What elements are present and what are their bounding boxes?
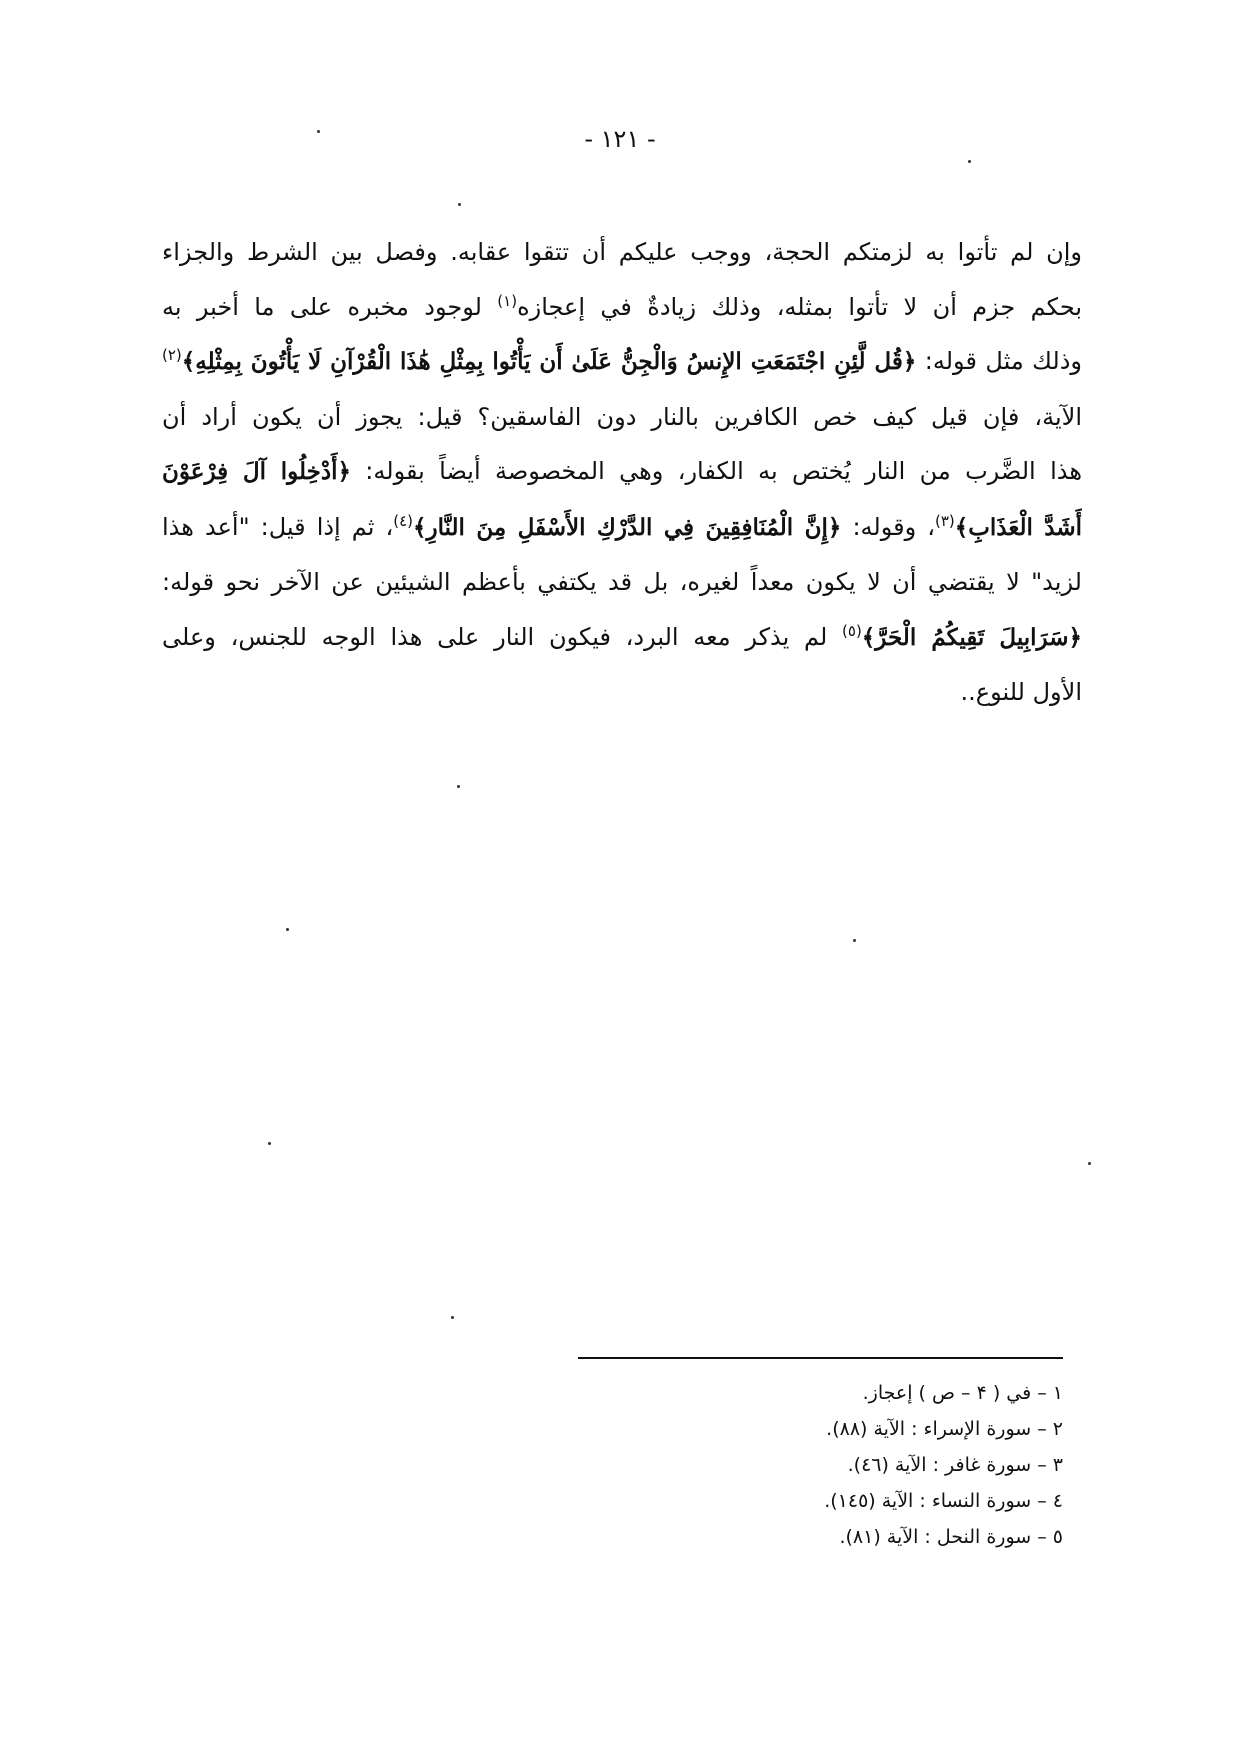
- footnote-item: ١ – في ( ۴ – ص ) إعجاز.: [862, 1382, 1063, 1404]
- footnote-item: ٥ – سورة النحل : الآية (٨١).: [839, 1526, 1063, 1548]
- quran-verse: ﴿قُل لَّئِنِ اجْتَمَعَتِ الإِنسُ وَالْجِنُّ عَلَىٰ أَن يَأْتُوا بِمِثْلِ هَٰذَا الْقُرْآنِ لَا يَأْتُونَ بِمِثْلِهِ﴾: [181, 348, 917, 375]
- text-line: [162, 334, 1082, 390]
- text-segment: الآية، فإن قيل كيف خص الكافرين بالنار دون الفاسقين؟ قيل: يجوز أن يكون أراد أن: [162, 402, 1082, 431]
- text-segment: لم يذكر معه البرد، فيكون النار على هذا الوجه للجنس، وعلى: [162, 622, 843, 651]
- footnote-item: ٣ – سورة غافر : الآية (٤٦).: [847, 1454, 1063, 1476]
- footnote-reference: (٣): [934, 511, 955, 530]
- text-segment: لوجود مخبره على ما أخبر به: [162, 292, 498, 321]
- text-line: [162, 500, 1082, 556]
- text-segment: وذلك مثل قوله:: [916, 347, 1082, 375]
- footnote-item: ٢ – سورة الإسراء : الآية (٨٨).: [826, 1418, 1063, 1440]
- footnote-reference: (٤): [393, 511, 414, 530]
- footnote-separator: [578, 1357, 1063, 1359]
- scan-speck: [451, 1316, 454, 1319]
- text-line: [162, 280, 1082, 335]
- text-segment: ، وقوله:: [841, 512, 935, 541]
- text-line: [162, 665, 1082, 720]
- text-line: [162, 444, 1082, 500]
- text-segment: ، ثم إذا قيل: "أعد هذا: [162, 512, 394, 541]
- text-segment: بحكم جزم أن لا تأتوا بمثله، وذلك زيادةٌ في إعجازه: [517, 292, 1082, 321]
- scan-speck: [268, 1142, 271, 1145]
- main-text: [162, 225, 1082, 720]
- footnotes: [578, 1375, 1063, 1555]
- text-line: [162, 225, 1082, 280]
- scan-speck: [968, 160, 971, 163]
- text-line: [162, 555, 1082, 610]
- text-segment: الأول للنوع..: [960, 678, 1082, 706]
- quran-verse: ﴿أَدْخِلُوا آلَ فِرْعَوْنَ: [162, 458, 351, 485]
- footnote-reference: (١): [497, 291, 518, 310]
- quran-verse: ﴿إِنَّ الْمُنَافِقِينَ فِي الدَّرْكِ الأَسْفَلِ مِنَ النَّارِ﴾: [413, 513, 842, 541]
- scan-speck: [1088, 1162, 1091, 1165]
- quran-verse: ﴿سَرَابِيلَ تَقِيكُمُ الْحَرَّ﴾: [861, 623, 1082, 651]
- scan-speck: [457, 785, 460, 788]
- footnote-item: ٤ – سورة النساء : الآية (١٤٥).: [824, 1490, 1063, 1512]
- scan-speck: [853, 939, 856, 942]
- text-segment: هذا الضَّرب من النار يُختص به الكفار، وهي المخصوصة أيضاً بقوله:: [350, 457, 1082, 485]
- text-segment: وإن لم تأتوا به لزمتكم الحجة، ووجب عليكم أن تتقوا عقابه. وفصل بين الشرط والجزاء: [162, 238, 1082, 266]
- scan-speck: [317, 130, 320, 133]
- page-number: - ١٢١ -: [584, 125, 656, 153]
- footnote-reference: (٥): [842, 621, 862, 640]
- text-line: [162, 390, 1082, 445]
- quran-verse: أَشَدَّ الْعَذَابِ﴾: [954, 513, 1082, 541]
- text-segment: لزيد" لا يقتضي أن لا يكون معداً لغيره، بل قد يكتفي بأعظم الشيئين عن الآخر نحو قوله:: [162, 568, 1082, 596]
- scan-speck: [286, 928, 289, 931]
- scan-speck: [458, 203, 461, 206]
- footnote-reference: (٢): [162, 346, 182, 364]
- text-line: [162, 610, 1082, 666]
